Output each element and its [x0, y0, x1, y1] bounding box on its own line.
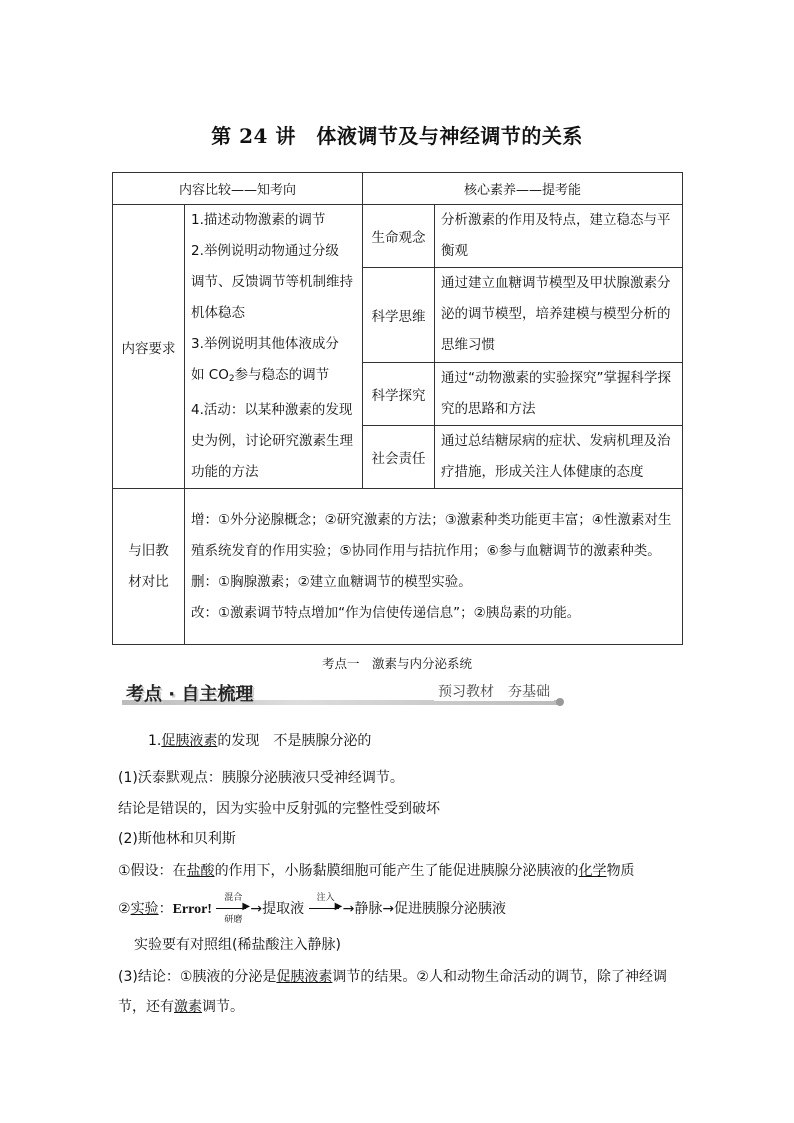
literacy-name: 科学思维 — [363, 268, 435, 362]
row-label-compare: 与旧教 材对比 — [113, 489, 185, 645]
paragraph-7: 实验要有对照组(稀盐酸注入静脉) — [134, 937, 341, 953]
table-header-right: 核心素养——提考能 — [363, 173, 683, 205]
literacy-desc: 通过建立血糖调节模型及甲状腺激素分泌的调节模型，培养建模与模型分析的思维习惯 — [435, 268, 683, 362]
paragraph-1: 1.促胰液素的发现 不是胰腺分泌的 — [148, 733, 372, 749]
arrow-mix-grind-icon: 混合 ▶ 研磨 — [216, 902, 250, 916]
page-title: 第 24 讲 体液调节及与神经调节的关系 — [211, 124, 583, 148]
paragraph-5: ①假设：在盐酸的作用下，小肠黏膜细胞可能产生了能促进胰腺分泌胰液的化学物质 — [118, 863, 635, 879]
table-header-left: 内容比较——知考向 — [113, 173, 363, 205]
literacy-name: 生命观念 — [363, 205, 435, 268]
requirements-cell: 1.描述动物激素的调节 2.举例说明动物通过分级 调节、反馈调节等机制维持 机体稳态 3.举例说明其他体液成分 如 $CO_2$参与稳态的调节 4.活动：以某种激素的发现 史为例，讨论研究激素生理 功能的方法 — [185, 205, 363, 489]
literacy-desc: 通过总结糖尿病的症状、发病机理及治疗措施，形成关注人体健康的态度 — [435, 425, 683, 488]
paragraph-8: (3)结论：①胰液的分泌是促胰液素调节的结果。②人和动物生命活动的调节，除了神经调 — [118, 969, 667, 985]
compare-change: 改：①激素调节特点增加“作为信使传递信息”；②胰岛素的功能。 — [191, 604, 581, 621]
section-title: 考点一 激素与内分泌系统 — [321, 656, 472, 671]
literacy-name: 科学探究 — [363, 362, 435, 425]
section-banner — [122, 680, 566, 708]
row-label-requirements: 内容要求 — [113, 205, 185, 489]
literacy-name: 社会责任 — [363, 425, 435, 488]
co2-line: 如 $CO_2$参与稳态的调节 — [191, 367, 330, 384]
banner-subtitle: 预习教材 夯基础 — [434, 681, 554, 701]
arrow-inject-icon: 注入 ▶ — [309, 902, 343, 916]
compare-delete: 删：①胸腺激素；②建立血糖调节的模型实验。 — [191, 573, 472, 590]
banner-dot-icon — [556, 698, 564, 706]
paragraph-2: (1)沃泰默观点：胰腺分泌胰液只受神经调节。 — [118, 770, 404, 786]
literacy-desc: 分析激素的作用及特点，建立稳态与平衡观 — [435, 205, 683, 268]
paragraph-9: 节，还有激素调节。 — [118, 999, 244, 1015]
compare-cell — [185, 489, 683, 645]
paragraph-6: ②实验：Error! 混合 ▶ 研磨 →提取液 注入 ▶ →静脉→促进胰腺分泌胰液 — [118, 893, 507, 925]
literacy-desc: 通过“动物激素的实验探究”掌握科学探究的思路和方法 — [435, 362, 683, 425]
error-text: Error! — [172, 902, 212, 917]
paragraph-4: (2)斯他林和贝利斯 — [118, 831, 236, 847]
banner-title: 考点 · 自主梳理 — [126, 684, 254, 705]
comparison-table — [112, 172, 683, 645]
paragraph-3: 结论是错误的，因为实验中反射弧的完整性受到破坏 — [118, 801, 440, 817]
compare-add: 增：①外分泌腺概念；②研究激素的方法；③激素种类功能更丰富；④性激素对生殖系统发育的作用实验；⑤协同作用与拮抗作用；⑥参与血糖调节的激素种类。 — [191, 511, 672, 559]
